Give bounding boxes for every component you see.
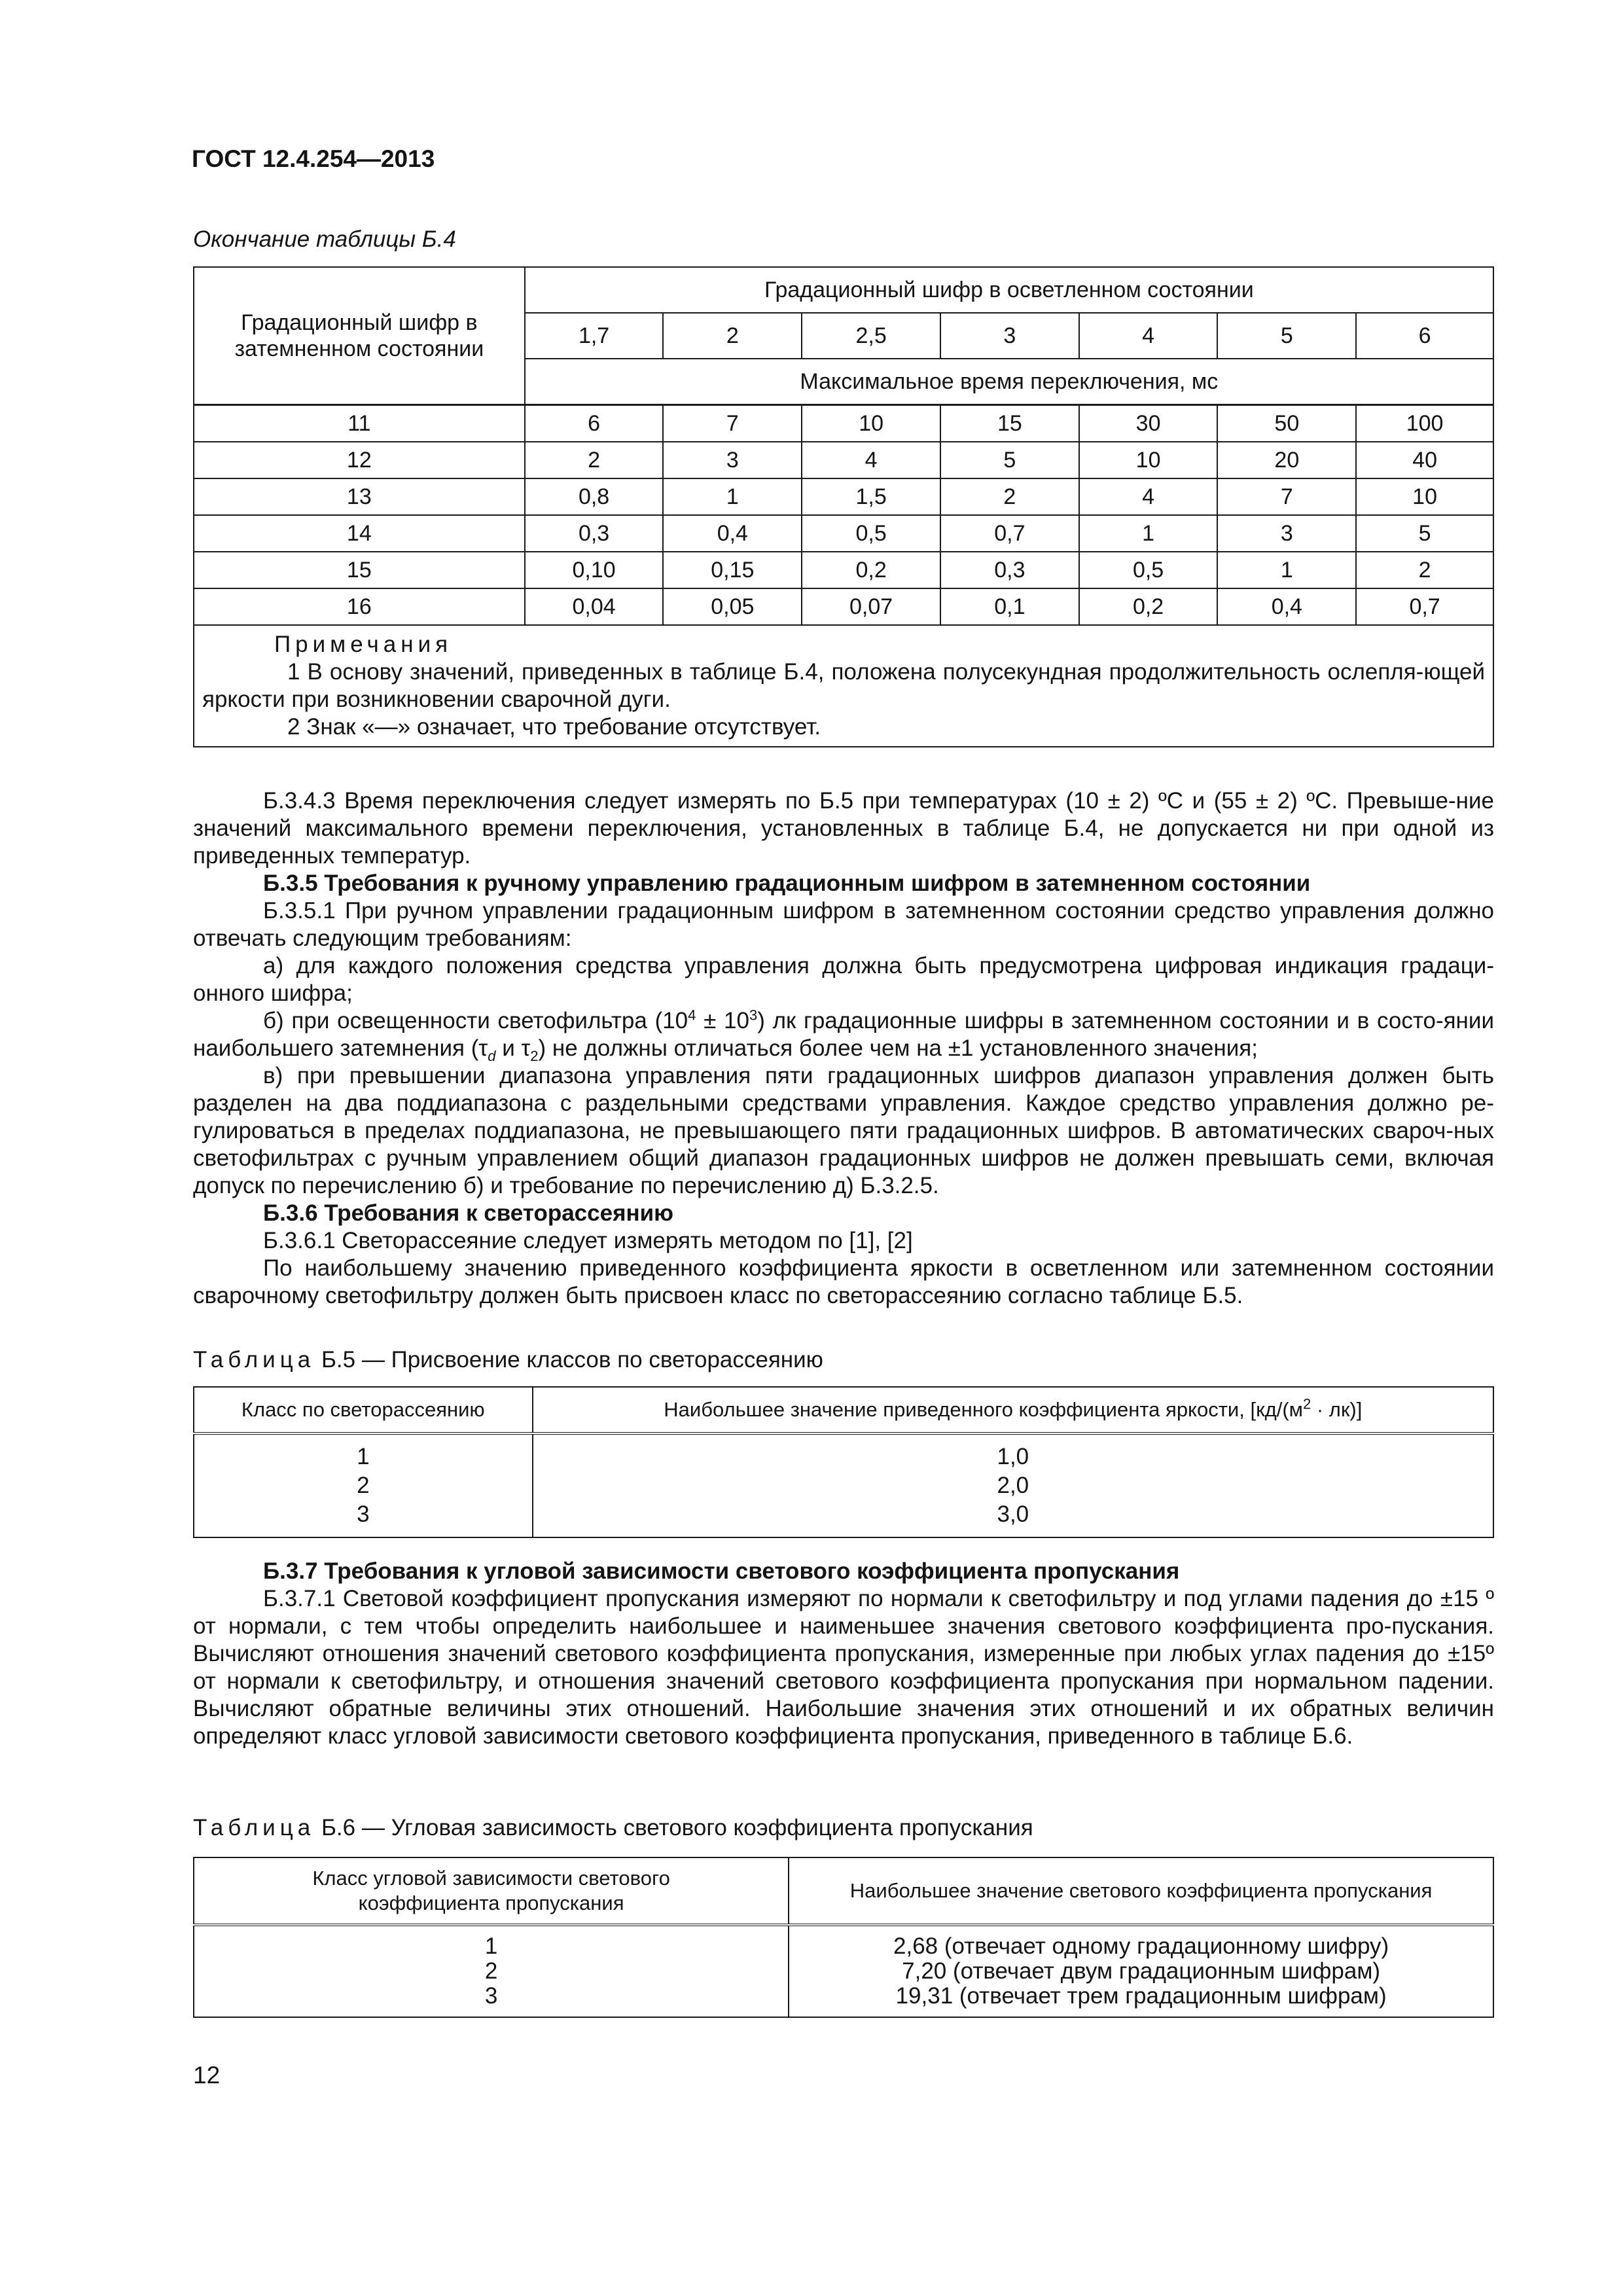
table-row — [194, 478, 1493, 515]
max-value: 1,0 — [997, 1444, 1029, 1469]
class-value: 1 — [357, 1444, 370, 1469]
table-cell: 7 — [663, 405, 802, 442]
value-list — [533, 1433, 1493, 1537]
table-b4 — [193, 266, 1494, 747]
table-cell: 2 — [940, 478, 1079, 515]
table-cell: 0,4 — [1217, 588, 1356, 625]
column-header: Класс по светорассеянию — [194, 1387, 533, 1433]
table-cell: 40 — [1356, 442, 1493, 478]
caption-text: Б.5 — Присвоение классов по светорассеянию — [315, 1347, 823, 1372]
table-cell: 0,5 — [1079, 552, 1218, 588]
note-2: 2 Знак «—» означает, что требование отсутствует. — [287, 714, 821, 740]
table-notes — [194, 625, 1493, 747]
table-row — [194, 442, 1493, 478]
table-cell: 1 — [1079, 515, 1218, 552]
class-value: 1 — [484, 1933, 498, 1959]
class-value: 3 — [484, 1983, 498, 2009]
table-cell: 0,7 — [940, 515, 1079, 552]
table-cell: 0,3 — [940, 552, 1079, 588]
table-cell: 14 — [194, 515, 525, 552]
light-value: 4 — [1079, 313, 1218, 359]
table-cell: 3 — [1217, 515, 1356, 552]
header-text: · лк)] — [1311, 1398, 1363, 1421]
table-cell: 0,1 — [940, 588, 1079, 625]
notes-title: Примечания — [274, 632, 453, 657]
table-cell: 0,04 — [525, 588, 664, 625]
table-cell: 7 — [1217, 478, 1356, 515]
section-heading: Б.3.5 Требования к ручному управлению градационным шифром в затемненном состоянии — [263, 870, 1311, 896]
light-value: 3 — [940, 313, 1079, 359]
table-cell: 1 — [1217, 552, 1356, 588]
page-number: 12 — [193, 2062, 221, 2089]
max-value: 3,0 — [997, 1501, 1029, 1527]
class-list — [194, 1925, 789, 2017]
column-header — [533, 1387, 1493, 1433]
table-cell: 1,5 — [802, 478, 940, 515]
text-fragment: и τ — [495, 1035, 531, 1061]
table-cell: 0,05 — [663, 588, 802, 625]
class-list — [194, 1433, 533, 1537]
class-value: 2 — [357, 1473, 370, 1498]
table-cell: 0,2 — [1079, 588, 1218, 625]
paragraph: в) при превышении диапазона управления пяти градационных шифров диапазон управления должен быть разделен на два поддиапазона с раздельными средствами управления. Каждое средство управления должно ре-гулироваться в пределах поддиапазона, не превышающего пяти градационных шифров. В автоматических свароч-ных светофильтрах с ручным управлением общий диапазон градационных шифров не должен превышать семи, включая допуск по перечислению б) и требование по перечислению д) Б.3.2.5. — [193, 1063, 1494, 1198]
table-cell: 0,07 — [802, 588, 940, 625]
table-cell: 15 — [194, 552, 525, 588]
class-value: 2 — [484, 1958, 498, 1984]
table-cell: 20 — [1217, 442, 1356, 478]
caption-text: Б.6 — Угловая зависимость светового коэффициента пропускания — [315, 1815, 1033, 1840]
switch-time-header: Максимальное время переключения, мс — [525, 359, 1493, 405]
paragraph: Б.3.5.1 При ручном управлении градационным шифром в затемненном состоянии средство управления должно отвечать следующим требованиям: — [193, 898, 1494, 951]
table-cell: 11 — [194, 405, 525, 442]
table-cell: 0,15 — [663, 552, 802, 588]
table-cell: 5 — [940, 442, 1079, 478]
table-b5-caption — [193, 1347, 823, 1373]
section-b3-7 — [193, 1558, 1494, 1750]
table-cell: 5 — [1356, 515, 1493, 552]
table-cell: 1 — [663, 478, 802, 515]
max-value: 2,0 — [997, 1473, 1029, 1498]
light-value: 5 — [1217, 313, 1356, 359]
subscript: d — [488, 1048, 496, 1064]
text-fragment: ) лк градационные шифры в затемненном состоянии и в состо-янии наибольшего затемнения (τ — [193, 1008, 1494, 1061]
table-row — [194, 405, 1493, 442]
corner-header: Градационный шифр в затемненном состоянии — [194, 267, 525, 405]
max-value: 19,31 (отвечает трем градационным шифрам) — [895, 1983, 1387, 2009]
light-value: 6 — [1356, 313, 1493, 359]
light-value: 2,5 — [802, 313, 940, 359]
max-value: 2,68 (отвечает одному градационному шифру) — [893, 1933, 1389, 1959]
column-header: Наибольшее значение светового коэффициента пропускания — [789, 1857, 1493, 1925]
table-row — [194, 588, 1493, 625]
superscript: 3 — [749, 1007, 758, 1024]
table-cell: 3 — [663, 442, 802, 478]
table-cell: 50 — [1217, 405, 1356, 442]
table-cell: 0,3 — [525, 515, 664, 552]
table-row — [194, 515, 1493, 552]
section-heading: Б.3.6 Требования к светорассеянию — [263, 1200, 674, 1226]
text-fragment: ± 10 — [696, 1008, 749, 1033]
column-header: Класс угловой зависимости светового коэффициента пропускания — [194, 1857, 789, 1925]
table-cell: 0,4 — [663, 515, 802, 552]
paragraph: По наибольшему значению приведенного коэффициента яркости в осветленном или затемненном состоянии сварочному светофильтру должен быть присвоен класс по светорассеянию согласно таблице Б.5. — [193, 1255, 1494, 1308]
table-cell: 10 — [1079, 442, 1218, 478]
document-header: ГОСТ 12.4.254—2013 — [192, 145, 435, 172]
note-1: 1 В основу значений, приведенных в таблице Б.4, положена полусекундная продолжительность ослепля-ющей яркости при возникновении сварочной дуги. — [202, 659, 1485, 712]
section-b3-4-3-to-b3-6 — [193, 787, 1494, 1310]
paragraph: Б.3.4.3 Время переключения следует измерять по Б.5 при температурах (10 ± 2) ºC и (55 ± 2) ºC. Превыше-ние значений максимального времени переключения, установленных в таблице Б.4, не допускается ни при одной из приведенных температур. — [193, 788, 1494, 869]
table-b6 — [193, 1857, 1494, 2018]
class-value: 3 — [357, 1501, 370, 1527]
table-row — [194, 552, 1493, 588]
light-value: 2 — [663, 313, 802, 359]
table-cell: 2 — [525, 442, 664, 478]
table-cell: 4 — [1079, 478, 1218, 515]
subscript: 2 — [530, 1048, 539, 1064]
value-list — [789, 1925, 1493, 2017]
table-cell: 0,8 — [525, 478, 664, 515]
table-cell: 0,5 — [802, 515, 940, 552]
caption-lead: Таблица — [193, 1815, 315, 1840]
table-cell: 0,7 — [1356, 588, 1493, 625]
paragraph: а) для каждого положения средства управления должна быть предусмотрена цифровая индикация градаци-онного шифра; — [193, 953, 1494, 1006]
table-cell: 13 — [194, 478, 525, 515]
table-b5 — [193, 1386, 1494, 1538]
table-cell: 0,2 — [802, 552, 940, 588]
table-cell: 10 — [802, 405, 940, 442]
section-heading: Б.3.7 Требования к угловой зависимости светового коэффициента пропускания — [263, 1558, 1180, 1584]
table-cell: 30 — [1079, 405, 1218, 442]
paragraph — [193, 1007, 1494, 1062]
table-cell: 2 — [1356, 552, 1493, 588]
table-cell: 15 — [940, 405, 1079, 442]
text-fragment: ) не должны отличаться более чем на ±1 установленного значения; — [538, 1035, 1258, 1061]
max-value: 7,20 (отвечает двум градационным шифрам) — [902, 1958, 1381, 1984]
table-b6-caption — [193, 1815, 1033, 1841]
table-cell: 100 — [1356, 405, 1493, 442]
text-fragment: б) при освещенности светофильтра (10 — [263, 1008, 688, 1033]
table-cell: 12 — [194, 442, 525, 478]
table-cell: 10 — [1356, 478, 1493, 515]
paragraph: Б.3.6.1 Светорассеяние следует измерять методом по [1], [2] — [263, 1228, 913, 1253]
table-b4-continuation-caption: Окончание таблицы Б.4 — [193, 226, 456, 252]
table-cell: 6 — [525, 405, 664, 442]
table-cell: 16 — [194, 588, 525, 625]
paragraph: Б.3.7.1 Световой коэффициент пропускания измеряют по нормали к светофильтру и под углами падения до ±15 º от нормали, с тем чтобы определить наибольшее и наименьшее значения светового коэффициента про-пускания. Вычисляют отношения значений светового коэффициента пропускания, измеренные при любых углах падения до ±15º от нормали к светофильтру, и отношения значений светового коэффициента пропускания при нормальном падении. Вычисляют обратные величины этих отношений. Наибольшие значения этих отношений и их обратных величин определяют класс угловой зависимости светового коэффициента пропускания, приведенного в таблице Б.6. — [193, 1586, 1494, 1749]
header-text: Наибольшее значение приведенного коэффициента яркости, [кд/(м — [664, 1398, 1303, 1421]
light-state-header: Градационный шифр в осветленном состоянии — [525, 267, 1493, 313]
table-cell: 0,10 — [525, 552, 664, 588]
caption-lead: Таблица — [193, 1347, 315, 1372]
light-value: 1,7 — [525, 313, 664, 359]
superscript: 4 — [688, 1007, 696, 1024]
table-cell: 4 — [802, 442, 940, 478]
superscript: 2 — [1302, 1395, 1311, 1412]
